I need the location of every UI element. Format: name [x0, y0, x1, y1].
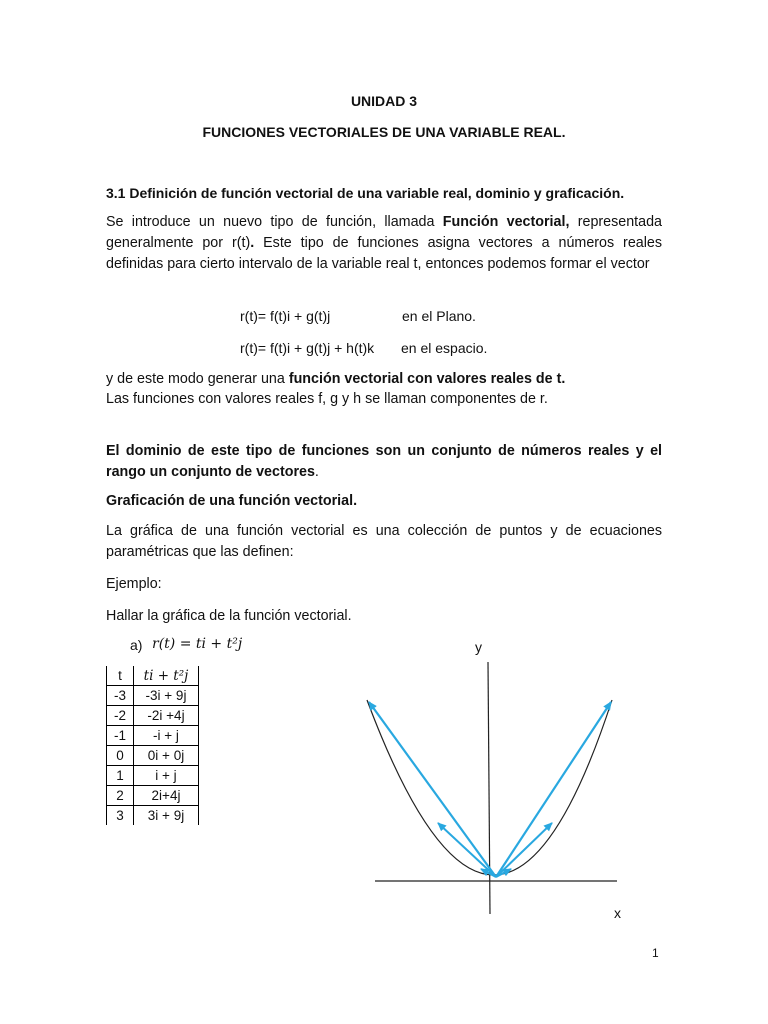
table-header-value: ti + t²j — [134, 666, 199, 686]
table-cell-t: -1 — [107, 726, 134, 746]
table-cell-value: -3i + 9j — [134, 686, 199, 706]
table-cell-t: -3 — [107, 686, 134, 706]
page-number: 1 — [652, 946, 659, 960]
table-cell-t: 1 — [107, 766, 134, 786]
intro-bold-2: . — [250, 235, 255, 251]
task-text: Hallar la gráfica de la función vectorial. — [106, 608, 352, 624]
item-a-label: a) — [130, 637, 143, 653]
intro-text-3: Este tipo de funciones asigna vectores a números reales definidas para cierto intervalo de la variable real t, entonces podemos formar el vector — [106, 235, 662, 272]
item-a-formula: r(t) = ti + t²j — [152, 636, 243, 652]
intro-text-1: Se introduce un nuevo tipo de función, llamada — [106, 214, 443, 230]
table-cell-value: 2i+4j — [134, 786, 199, 806]
generate-text: y de este modo generar una — [106, 371, 289, 387]
unit-title: UNIDAD 3 — [350, 93, 418, 109]
table-header-t: t — [107, 666, 134, 686]
domain-bold: El dominio de este tipo de funciones son un conjunto de números reales y el rango un conjunto de vectores — [106, 443, 662, 480]
unit-subtitle: FUNCIONES VECTORIALES DE UNA VARIABLE REAL. — [202, 124, 566, 140]
section-heading: 3.1 Definición de función vectorial de una variable real, dominio y graficación. — [106, 185, 625, 201]
equation-space: r(t)= f(t)i + g(t)j + h(t)k — [240, 340, 375, 356]
x-axis-label: x — [614, 905, 621, 921]
y-axis-label: y — [475, 639, 482, 655]
intro-bold-1: Función vectorial, — [442, 214, 570, 230]
table-cell-value: 3i + 9j — [134, 806, 199, 826]
vector-pos2 — [496, 823, 552, 877]
domain-period: . — [314, 464, 319, 480]
table-cell-t: -2 — [107, 706, 134, 726]
graph-description: La gráfica de una función vectorial es una colección de puntos y de ecuaciones paramétricas que las definen: — [106, 523, 662, 560]
table-cell-t: 2 — [107, 786, 134, 806]
example-label: Ejemplo: — [106, 576, 162, 592]
equation-plane-label: en el Plano. — [402, 308, 476, 324]
table-cell-value: 0i + 0j — [134, 746, 199, 766]
table-cell-value: i + j — [134, 766, 199, 786]
intro-text-2: representada generalmente por r(t) — [106, 214, 663, 251]
graph-heading: Graficación de una función vectorial. — [106, 493, 358, 509]
table-cell-t: 0 — [107, 746, 134, 766]
vector-neg3 — [369, 702, 496, 877]
equation-plane: r(t)= f(t)i + g(t)j — [240, 308, 331, 324]
table-cell-value: -i + j — [134, 726, 199, 746]
table-cell-t: 3 — [107, 806, 134, 826]
components-line: Las funciones con valores reales f, g y h se llaman componentes de r. — [106, 391, 548, 407]
generate-bold: función vectorial con valores reales de t. — [288, 371, 566, 387]
y-axis — [488, 662, 490, 914]
equation-space-label: en el espacio. — [401, 340, 488, 356]
table-cell-value: -2i +4j — [134, 706, 199, 726]
vector-pos3 — [496, 702, 611, 877]
